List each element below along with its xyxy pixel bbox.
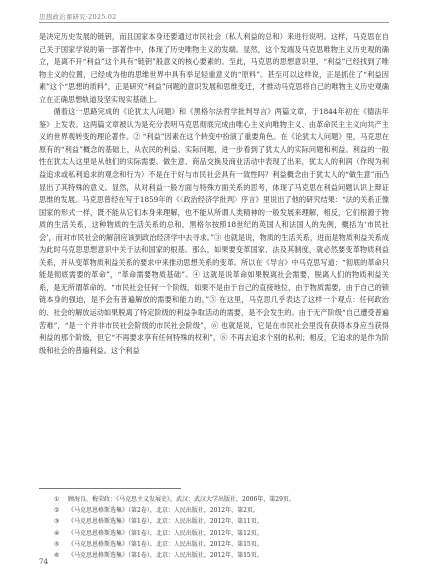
- footnote-6: [54, 550, 389, 561]
- footnote-marker: ②: [54, 507, 60, 515]
- footnote-divider: [39, 488, 181, 489]
- body-paragraph-2: 循着这一思路完成的《论犹太人问题》和《黑格尔法哲学批判导言》两篇文章，于1844年初在《德法年鉴》上发表。这两篇文章被认为是充分表明马克思彻底完成由唯心主义向唯物主义、由革命民主主义向共产主义的世界观转变的理论著作。② “利益”因素在这个转变中扮演了重要角色。在《论犹太人问题》里，马克思在原有的“利益”概念的基础上，从农民的利益、实际问题，进一步看到了犹太人的实际问题和利益。利益的一般性在犹太人这里是从他们的实际需要、做生意、商品交换及商业活动中表现了出来，犹太人的利润（作现为利益追求或私利追求的观念和行为）不是在于好与市民社会具有一致性吗？利益概念由于犹太人的“做生意”而凸显出了其特殊的意义。显然，从对利益一般方面与特殊方面关系的思考，体现了马克思在利益问题认识上辩证思维的发展。马克思曾经在写于1859年的《〈政治经济学批判〉序言》里说出了他的研究结果：“法的关系正像国家的形式一样，既不能从它们本身来理解，也不能从所谓人类精神的一般发展来理解，相反，它们根源于物质的生活关系，这种物质的生活关系的总和，黑格尔按照18世纪的英国人和法国人的先例，概括为‘市民社会’，而对市民社会的解剖应该到政治经济学中去寻求。”③ 也就是说，物质的生活关系，进而是物质利益关系成为此时马克思思想意识中关于法和国家的根基。那么，如果要变革国家、法及其制度，就必然要变革物质利益关系，并从变革物质利益关系的要求中来推动思想关系的变革。所以在《导言》中马克思写道：“彻底的革命只能是彻底需要的革命”，“革命需要物质基础”。④ 这就是说革命如果脱离社会需要，脱离人们的物质利益关系，是无所谓革命的。“市民社会任何一个阶级，如果不是由于自己的直接地位，由于物质需要，由于自己的锁链本身的强迫，是不会有普遍解放的需要和能力的。”⑤ 在这里，马克思几乎表达了这样一个观点：任何政治的、社会的解放运动如果脱离了特定阶级的利益争取活动的需要，是不会发生的。由于无产阶级“自己遭受普遍苦难”，“是一个并非市民社会阶级的市民社会阶级”，⑥ 也就是说，它是在市民社会里没有获得本身应当获得利益的那个阶级，但它“不再要求享有任何特殊的权利”，⑥ 不再去追求个别的私利；相反，它追求的是作为阶级和社会的普遍利益。这个利益: [39, 107, 389, 355]
- running-header: 思想政治课研究·2025.02: [39, 13, 117, 21]
- header-divider: [39, 22, 389, 23]
- footnote-text: 顾海良、梅荣政：《马克思主义发展史》，武汉：武汉大学出版社，2006年，第29页。: [68, 496, 295, 503]
- footnote-text: 《马克思恩格斯选集》（第1卷），北京：人民出版社，2012年，第15页。: [68, 552, 263, 560]
- footnote-text: 《马克思恩格斯选集》（第1卷），北京：人民出版社，2012年，第11页。: [68, 518, 263, 526]
- page-number: 74: [39, 558, 48, 566]
- footnote-marker: ④: [54, 529, 60, 537]
- footnote-text: 《马克思恩格斯选集》（第1卷），北京：人民出版社，2012年，第12页。: [68, 529, 263, 537]
- footnote-3: [54, 516, 389, 527]
- footnote-marker: ⑤: [54, 540, 60, 548]
- footnote-2: [54, 505, 389, 516]
- footnote-text: 《马克思恩格斯选集》（第1卷），北京：人民出版社，2012年，第15页。: [68, 540, 263, 548]
- article-body: [39, 31, 389, 357]
- footnotes: [54, 494, 389, 561]
- footnote-marker: ⑥: [54, 552, 60, 560]
- footnote-4: [54, 528, 389, 539]
- footnote-text: 《马克思恩格斯选集》（第2卷），北京：人民出版社，2012年，第2页。: [68, 507, 259, 515]
- footnote-1: [54, 494, 389, 505]
- footnote-5: [54, 539, 389, 550]
- footnote-marker: ③: [54, 518, 60, 526]
- body-paragraph-1: 是决定历史发展的链钥，而且国家本身还要通过市民社会（私人利益的总和）来进行说明。这样，马克思在自己关于国家学说的第一部著作中，体现了历史唯物主义的发端。显然，这个发端及马克思唯物主义历史观的确立，是离不开“利益”这个具有“链钥”般意义的核心要素的。至此，马克思的思想意识里，“利益”已经找到了唯物主义的位置，已经成为他的思维世界中具有举足轻重意义的“原料”。甚至可以这样说，正是抓住了“利益因素”这个“思想的质料”，正是研究“利益”问题的意识发展和思维变迁，才推动马克思将自己的唯物主义历史观确立在正确思想轨道及坚实现实基础上。: [39, 32, 389, 104]
- footnote-marker: ①: [54, 496, 60, 503]
